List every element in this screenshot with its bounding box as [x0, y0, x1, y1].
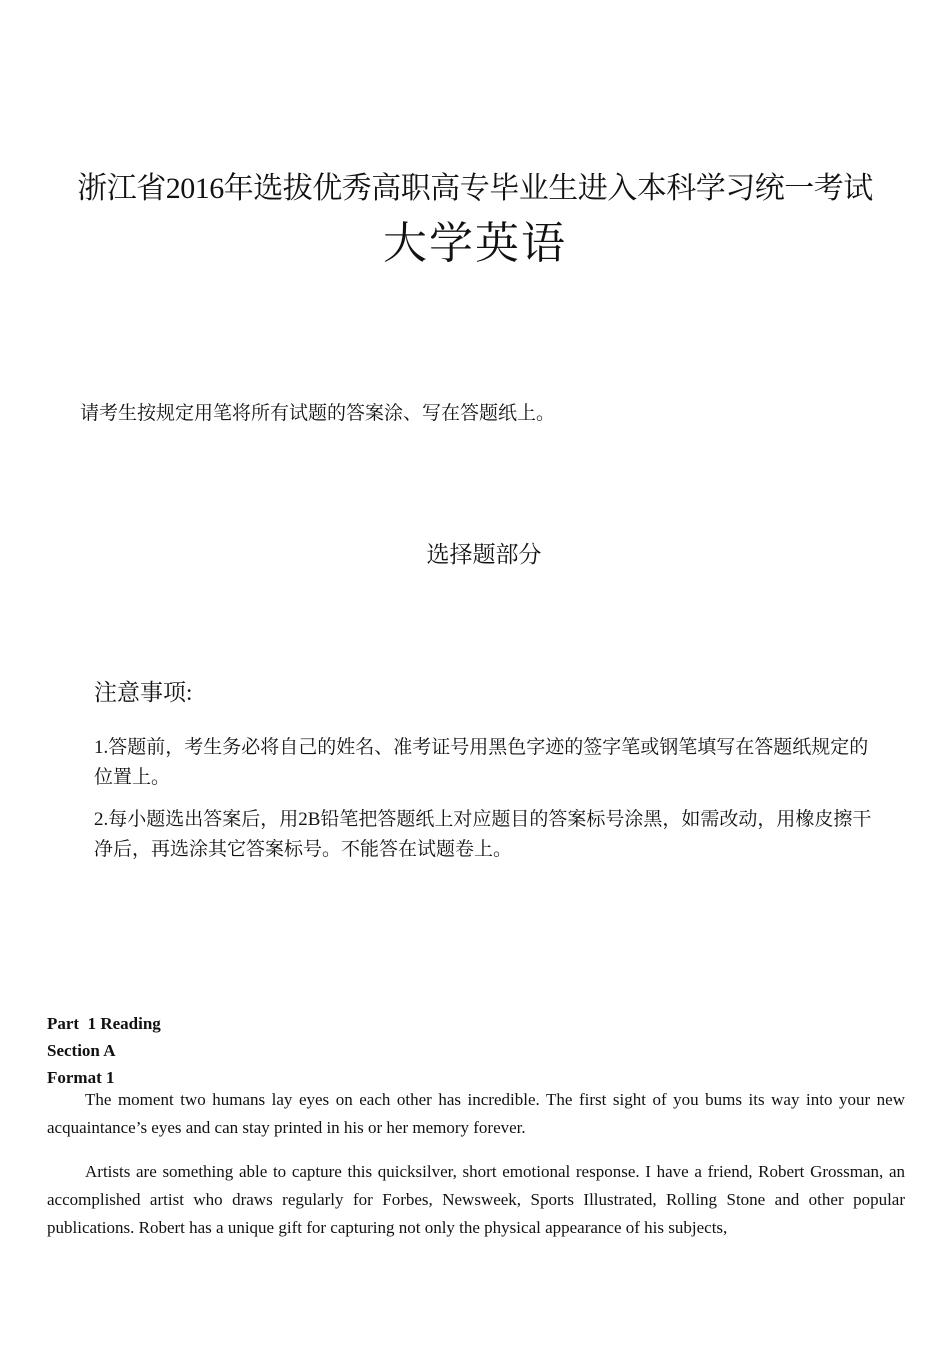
reading-paragraph-1: The moment two humans lay eyes on each other has incredible. The first sight of you bums its way into your new acquaintance’s eyes and can stay printed in his or her memory forever.	[47, 1090, 905, 1137]
notes-title: 注意事项:	[94, 680, 193, 705]
section-heading: Section A	[47, 1041, 116, 1060]
note-item-1: 1.答题前，考生务必将自己的姓名、准考证号用黑色字迹的签字笔或钢笔填写在答题纸规定的位置上。	[94, 737, 869, 788]
note-item-2: 2.每小题选出答案后，用2B铅笔把答题纸上对应题目的答案标号涂黑，如需改动，用橡皮擦干净后，再选涂其它答案标号。不能答在试题卷上。	[94, 809, 872, 860]
reading-paragraph-2: Artists are something able to capture this quicksilver, short emotional response. I have a friend, Robert Grossman, an accomplished artist who draws regularly for Forbes, Newsweek, Sports Illustrated, Rolling Stone and other popular publications. Robert has a unique gift for capturing not only the physical appearance of his subjects,	[47, 1162, 905, 1237]
exam-subject: 大学英语	[383, 219, 567, 268]
reading-headings	[47, 1010, 161, 1091]
exam-title: 浙江省2016年选拔优秀高职高专毕业生进入本科学习统一考试	[77, 172, 873, 205]
part-heading: Part 1 Reading	[47, 1014, 161, 1033]
section-title: 选择题部分	[426, 542, 542, 567]
answer-instruction: 请考生按规定用笔将所有试题的答案涂、写在答题纸上。	[80, 403, 556, 424]
format-heading: Format 1	[47, 1068, 115, 1087]
